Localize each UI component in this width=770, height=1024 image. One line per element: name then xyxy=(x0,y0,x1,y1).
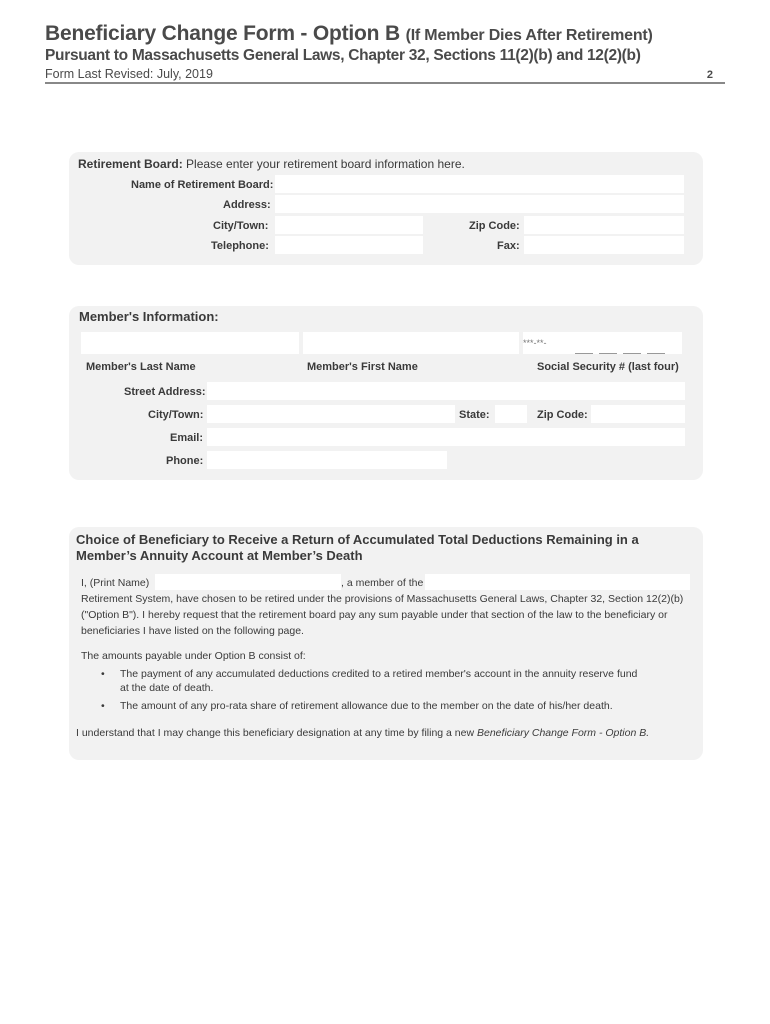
paragraph-line1: Retirement System, have chosen to be retired under the provisions of Massachusetts General Laws, Chapter 32, Section 12(2)(b) xyxy=(81,593,684,605)
member-first-name-field[interactable] xyxy=(303,332,519,354)
member-email-field[interactable] xyxy=(207,428,685,446)
beneficiary-heading-line2: Member’s Annuity Account at Member’s Death xyxy=(76,548,363,563)
form-header xyxy=(45,22,725,81)
member-ssn-label: Social Security # (last four) xyxy=(537,361,679,373)
header-divider xyxy=(45,82,725,84)
member-last-name-label: Member's Last Name xyxy=(86,361,196,373)
member-zip-field[interactable] xyxy=(591,405,685,423)
beneficiary-heading-line1: Choice of Beneficiary to Receive a Return of Accumulated Total Deductions Remaining in a xyxy=(76,532,639,547)
form-title-main: Beneficiary Change Form - Option B xyxy=(45,22,400,45)
member-phone-label: Phone: xyxy=(166,455,204,467)
board-zip-label: Zip Code: xyxy=(469,220,520,232)
closing-prefix: I understand that I may change this beneficiary designation at any time by filing a new xyxy=(76,727,475,739)
form-title xyxy=(45,22,725,46)
street-address-field[interactable] xyxy=(207,382,685,400)
paragraph-line3: beneficiaries I have listed on the following page. xyxy=(81,625,304,637)
ssn-digit-blank xyxy=(623,353,641,354)
board-name-field[interactable] xyxy=(275,175,684,193)
amount-bullet-2 xyxy=(101,699,681,715)
board-fax-field[interactable] xyxy=(524,236,684,254)
street-address-label: Street Address: xyxy=(124,386,206,398)
board-address-field[interactable] xyxy=(275,195,684,213)
form-subtitle: Pursuant to Massachusetts General Laws, Chapter 32, Sections 11(2)(b) and 12(2)(b) xyxy=(45,47,641,64)
board-address-label: Address: xyxy=(223,199,271,211)
board-zip-field[interactable] xyxy=(524,216,684,234)
member-state-label: State: xyxy=(459,409,490,421)
member-info-heading: Member's Information: xyxy=(79,309,219,324)
retirement-system-field[interactable] xyxy=(425,574,690,590)
ssn-digit-blank xyxy=(575,353,593,354)
member-state-field[interactable] xyxy=(495,405,527,423)
member-city-label: City/Town: xyxy=(148,409,204,421)
bullet-dot: • xyxy=(101,700,105,712)
paragraph-line2: ("Option B"). I hereby request that the retirement board pay any sum payable under that section of the law to the beneficiary or xyxy=(81,609,668,621)
ssn-digit-blank xyxy=(647,353,665,354)
bullet-2-text: The amount of any pro-rata share of retirement allowance due to the member on the date of his/her death. xyxy=(120,700,613,712)
amount-bullet-1 xyxy=(101,667,681,697)
closing-form-name: Beneficiary Change Form - Option B. xyxy=(477,727,650,739)
board-name-label: Name of Retirement Board: xyxy=(131,179,274,191)
member-city-field[interactable] xyxy=(207,405,455,423)
retirement-board-heading: Retirement Board: xyxy=(78,157,183,171)
board-city-label: City/Town: xyxy=(213,220,269,232)
board-telephone-label: Telephone: xyxy=(211,240,269,252)
bullet-dot: • xyxy=(101,668,105,680)
member-first-name-label: Member's First Name xyxy=(307,361,418,373)
ssn-mask: ***-**- xyxy=(523,338,547,348)
member-email-label: Email: xyxy=(170,432,204,444)
page-number: 2 xyxy=(706,69,713,81)
member-ssn-field[interactable] xyxy=(523,332,682,354)
board-telephone-field[interactable] xyxy=(275,236,423,254)
ssn-digit-blank xyxy=(599,353,617,354)
member-of-text: , a member of the xyxy=(341,577,424,589)
form-title-paren: (If Member Dies After Retirement) xyxy=(405,27,653,44)
revised-date: Form Last Revised: July, 2019 xyxy=(45,67,213,81)
revised-row xyxy=(45,67,725,81)
bullet-1-line1: The payment of any accumulated deductions credited to a retired member's account in the annuity reserve fund xyxy=(120,668,638,680)
member-last-name-field[interactable] xyxy=(81,332,299,354)
member-zip-label: Zip Code: xyxy=(537,409,588,421)
amounts-intro: The amounts payable under Option B consist of: xyxy=(81,650,306,662)
board-fax-label: Fax: xyxy=(497,240,520,252)
member-phone-field[interactable] xyxy=(207,451,447,469)
board-city-field[interactable] xyxy=(275,216,423,234)
closing-statement xyxy=(76,725,649,741)
beneficiary-choice-panel xyxy=(69,527,703,760)
member-info-panel xyxy=(69,306,703,480)
print-name-field[interactable] xyxy=(155,574,341,590)
retirement-board-panel xyxy=(69,152,703,265)
retirement-board-intro xyxy=(78,157,465,171)
bullet-1-line2: at the date of death. xyxy=(120,682,214,694)
retirement-board-instruction: Please enter your retirement board information here. xyxy=(186,157,465,171)
print-name-label: I, (Print Name) xyxy=(81,577,150,589)
